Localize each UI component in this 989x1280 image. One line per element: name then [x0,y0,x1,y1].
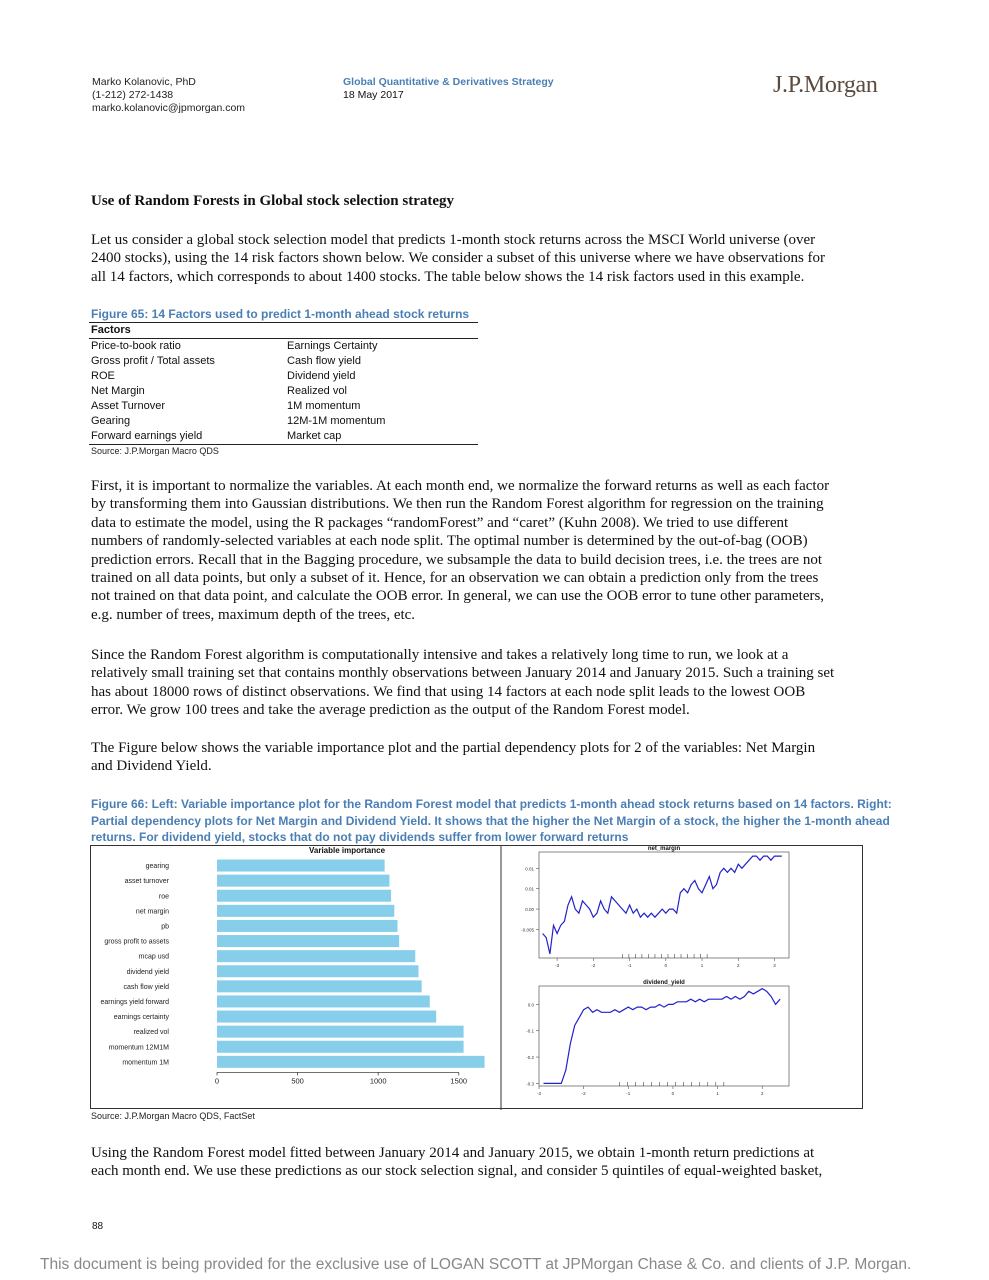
figure66-charts [91,846,864,1110]
table-cell: 12M-1M momentum [287,415,386,427]
dividend-yield-y-tick-label: -0.2 [526,1055,534,1061]
table-row [89,354,478,369]
importance-category-label: earnings certainty [113,1014,169,1022]
table-cell: Dividend yield [287,370,356,382]
net-margin-plot-frame [539,852,789,958]
table-row [89,384,478,399]
dividend-yield-x-tick-label: 1 [716,1091,719,1096]
text-line: error. We grow 100 trees and take the average prediction as the output of the Random Forest model. [91,702,690,719]
importance-bar [217,1011,436,1023]
page-number: 88 [92,1221,104,1232]
importance-x-tick-label: 500 [291,1076,304,1086]
paragraph-predictions [91,1144,893,1181]
text-line: and Dividend Yield. [91,758,212,775]
dividend-yield-plot-frame [539,986,789,1086]
importance-x-tick-label: 0 [214,1076,220,1086]
text-line: each month end. We use these predictions as our stock selection signal, and consider 5 quintiles of equal-weighted basket, [91,1163,823,1180]
dividend-yield-x-tick-label: -2 [581,1091,586,1096]
text-line: 2400 stocks), using the 14 risk factors shown below. We consider a subset of this universe where we have observations for [91,250,826,267]
importance-x-tick-label: 1500 [450,1076,468,1086]
net-margin-x-tick-label: 2 [737,963,740,968]
importance-category-label: gross profit to assets [104,938,169,946]
net-margin-x-tick-label: 1 [700,963,704,968]
text-line: The Figure below shows the variable importance plot and the partial dependency plots for 2 of the variables: Net Margin [91,740,816,756]
table-row [89,339,478,355]
text-line: relatively small training set that contains monthly observations between January 2014 and January 2015. Such a training set [91,665,835,682]
importance-category-label: earnings yield forward [100,998,169,1006]
importance-bar [217,1041,464,1053]
importance-bar [217,860,385,872]
dividend-yield-x-tick-label: -3 [536,1091,542,1096]
table-cell: 1M momentum [287,400,361,412]
text-line: numbers of randomly-selected variables at each node split. The optimal number is determined by the out-of-bag (OOB) [91,533,808,550]
text-line: Since the Random Forest algorithm is computationally intensive and takes a relatively long time to run, we look at a [91,647,789,663]
report-info [343,76,554,102]
text-line: all 14 factors, which corresponds to about 1400 stocks. The table below shows the 14 risk factors used in this example. [91,268,805,285]
paragraph-training [91,646,893,720]
importance-bar [217,965,418,977]
author-email: marko.kolanovic@jpmorgan.com [92,102,246,114]
importance-bar [217,920,398,932]
importance-bar [217,1056,485,1068]
table-cell: ROE [91,370,115,382]
paragraph-figure-intro [91,739,893,776]
section-title: Use of Random Forests in Global stock selection strategy [91,193,455,209]
importance-category-label: net margin [135,908,169,916]
table-header-row [89,323,478,339]
importance-category-label: roe [158,893,169,901]
net-margin-x-tick-label: 3 [773,963,776,968]
net-margin-x-tick-label: -2 [591,963,596,968]
importance-bar [217,995,430,1007]
importance-category-label: asset turnover [124,878,169,886]
paragraph-normalize [91,477,893,624]
text-line: has about 18000 rows of distinct observations. We find that using 14 factors at each node split leads to the lowest OOB [91,683,806,700]
dividend-yield-series-line [544,989,781,1084]
table-cell: Realized vol [287,385,347,397]
table-row [89,429,478,444]
intro-paragraph [91,231,893,286]
table-row [89,414,478,429]
importance-bar [217,890,391,902]
importance-category-label: momentum 1M [122,1059,169,1067]
footer-disclaimer: This document is being provided for the exclusive use of LOGAN SCOTT at JPMorgan Chase & Co. and clients of J.P. Morgan. [40,1256,912,1273]
table-cell: Price-to-book ratio [91,340,181,352]
table-cell: Gross profit / Total assets [91,355,215,367]
importance-bar [217,980,422,992]
figure65-title: Figure 65: 14 Factors used to predict 1-month ahead stock returns [91,307,470,321]
figure66-chart-panel [90,845,863,1109]
table-cell: Cash flow yield [287,355,361,367]
text-line: prediction errors. Recall that in the Bagging procedure, we subsample the data to build decision trees, i.e. the trees are not [91,551,823,568]
figure66-source: Source: J.P.Morgan Macro QDS, FactSet [91,1111,255,1121]
importance-category-label: pb [161,923,169,931]
text-line: trained on all data points, but only a subset of it. Hence, for an observation we can obtain a prediction only from the trees [91,570,819,587]
table-cell: Asset Turnover [91,400,165,412]
importance-bar [217,1026,464,1038]
text-line: not trained on that data point, and calculate the OOB error. In general, we can use the OOB error to tune other parameters, [91,588,825,605]
table-row [89,399,478,414]
factors-table [89,323,478,444]
net-margin-series-line [543,856,782,954]
importance-category-label: dividend yield [126,968,169,976]
dividend-yield-y-tick-label: 0.0 [527,1002,534,1008]
figure66-title-line: Figure 66: Left: Variable importance plot for the Random Forest model that predicts 1-month ahead stock returns based on 14 factors. Right: [91,797,892,811]
report-date: 18 May 2017 [343,89,404,101]
jpmorgan-logo: J.P.Morgan [773,72,878,98]
net-margin-x-tick-label: -3 [555,963,560,968]
figure66-title-line: returns. For dividend yield, stocks that do not pay dividends suffer from lower forward returns [91,830,629,844]
dividend-yield-x-tick-label: -1 [626,1091,631,1096]
importance-bar [217,950,415,962]
importance-bar [217,935,399,947]
importance-chart-title: Variable importance [308,846,386,855]
text-line: First, it is important to normalize the variables. At each month end, we normalize the forward returns as well as each factor [91,478,830,494]
dividend-yield-chart-title: dividend_yield [643,980,685,986]
importance-category-label: momentum 12M1M [108,1044,169,1052]
net-margin-x-tick-label: -1 [627,963,632,968]
net-margin-y-tick-label: 0.00 [525,907,534,913]
importance-category-label: realized vol [133,1029,169,1037]
net-margin-y-tick-label: 0.01 [525,886,534,892]
figure66-title-line: Partial dependency plots for Net Margin and Dividend Yield. It shows that the higher the Net Margin of a stock, the higher the 1-month ahead [91,813,890,828]
dividend-yield-y-tick-label: -0.3 [526,1081,534,1087]
importance-category-label: cash flow yield [123,983,169,991]
importance-bar [217,875,389,887]
table-header: Factors [91,324,131,336]
dividend-yield-x-tick-label: 2 [760,1091,764,1096]
text-line: data to estimate the model, using the R packages “randomForest” and “caret” (Kuhn 2008). We tried to use different [91,514,789,531]
table-row [89,369,478,384]
importance-category-label: mcap usd [138,953,169,961]
figure65-source: Source: J.P.Morgan Macro QDS [91,446,219,456]
net-margin-y-tick-label: -0.005 [521,927,534,933]
net-margin-x-tick-label: 0 [664,963,668,968]
dividend-yield-x-tick-label: 0 [671,1091,675,1096]
text-line: by transforming them into Gaussian distributions. We then run the Random Forest algorithm for regression on the training [91,496,824,513]
importance-category-label: gearing [145,863,169,871]
table-cell: Market cap [287,430,342,442]
table-cell: Forward earnings yield [91,430,203,442]
table-cell: Gearing [91,415,131,427]
table-cell: Earnings Certainty [287,340,378,352]
net-margin-y-tick-label: 0.01 [525,866,534,872]
dividend-yield-y-tick-label: -0.1 [526,1028,534,1034]
text-line: e.g. number of trees, maximum depth of the trees, etc. [91,606,416,623]
factors-table-wrapper [89,322,478,445]
text-line: Let us consider a global stock selection model that predicts 1-month stock returns across the MSCI World universe (over [91,232,816,248]
net-margin-chart-title: net_margin [647,846,681,852]
text-line: Using the Random Forest model fitted between January 2014 and January 2015, we obtain 1-month return predictions at [91,1145,815,1161]
author-phone: (1-212) 272-1438 [92,89,174,101]
department: Global Quantitative & Derivatives Strategy [343,76,554,88]
importance-x-tick-label: 1000 [369,1076,387,1086]
author-block [92,76,245,115]
figure66-title [91,796,892,846]
table-cell: Net Margin [91,385,145,397]
author-name: Marko Kolanovic, PhD [92,76,196,88]
importance-bar [217,905,394,917]
